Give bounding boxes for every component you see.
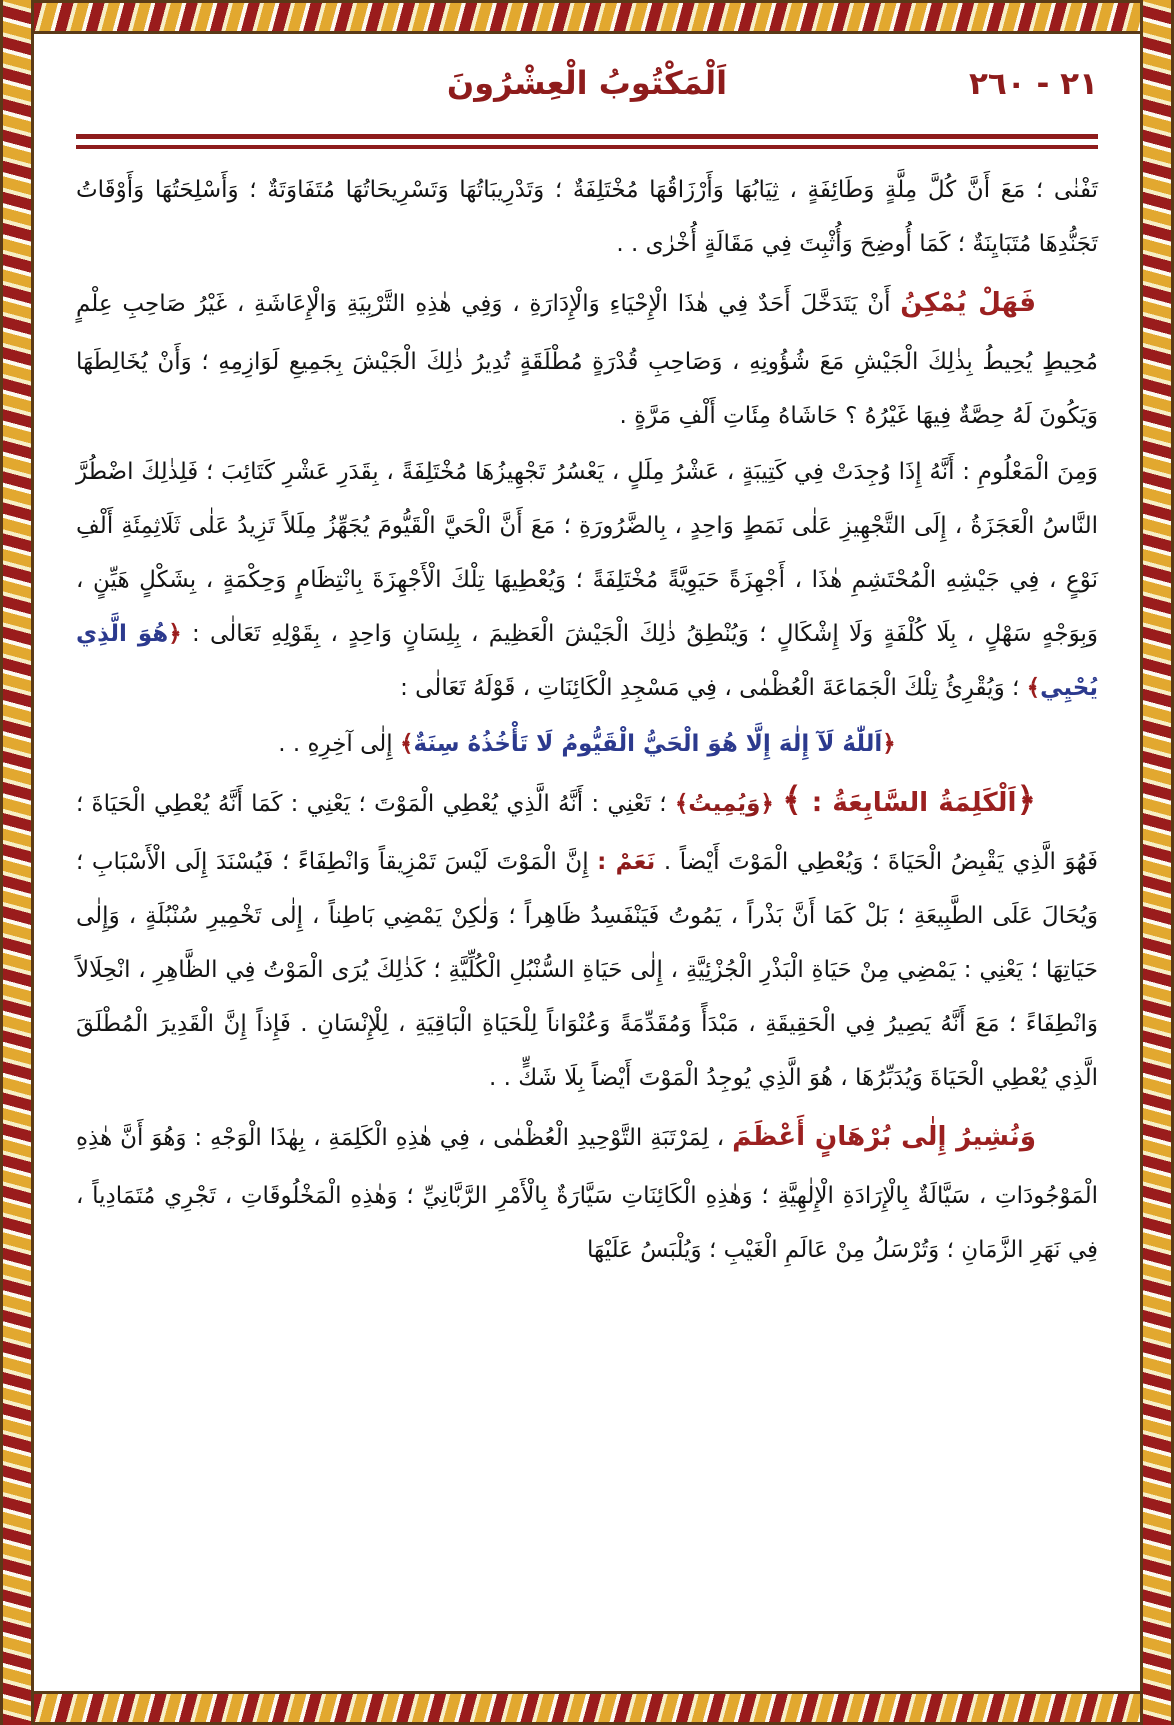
quran-bracket-ornament: ﴿ <box>760 791 774 818</box>
text-run: وَنُشِيرُ إِلٰى بُرْهَانٍ أَعْظَمَ <box>732 1121 1036 1152</box>
paragraph <box>76 717 1098 771</box>
text-run: أَنْ يَتَدَخَّلَ أَحَدٌ فِي هٰذَا الْإِحْيَاءِ وَالْإِدَارَةِ ، وَفِي هٰذِهِ التَّرْبِيَةِ وَالْإِعَاشَةِ ، غَيْرُ صَاحِبِ عِلْمٍ مُحِيطٍ يُحِيطُ بِذٰلِكَ الْجَيْشِ مَعَ شُؤُونِهِ ، وَصَاحِبِ قُدْرَةٍ مُطْلَقَةٍ تُدِيرُ ذٰلِكَ الْجَيْشَ بِجَمِيعِ لَوَازِمِهِ ؛ وَأَنْ يُخَالِطَهَا وَيَكُونَ لَهُ حِصَّةٌ فِيهَا غَيْرُهُ ؟ حَاشَاهُ مِئَاتِ أَلْفِ مَرَّةٍ . <box>76 291 1098 429</box>
paragraph <box>76 773 1098 1105</box>
border-ornament-top <box>0 0 1174 34</box>
text-run: نَعَمْ : <box>597 848 656 875</box>
page-header <box>76 60 1098 124</box>
page-number: ٢٦٠ - ٢١ <box>968 66 1098 102</box>
text-run: اَللّٰهُ لَآ إِلٰهَ إِلَّا هُوَ الْحَيُّ الْقَيُّومُ لَا تَأْخُذُهُ سِنَةٌ <box>413 731 883 758</box>
quran-bracket-ornament: ﴾ <box>674 791 689 818</box>
paragraph <box>76 163 1098 271</box>
text-run: ؛ تَعْنِي : أَنَّهُ الَّذِي يُعْطِي الْمَوْتَ ؛ يَعْنِي : كَمَا أَنَّهُ يُعْطِي الْحَيَاةَ ؛ فَهُوَ الَّذِي يَقْبِضُ الْحَيَاةَ ؛ وَيُعْطِي الْمَوْتَ أَيْضاً . <box>76 791 1098 875</box>
text-run: إِنَّ الْمَوْتَ لَيْسَ تَمْزِيقاً وَانْطِفَاءً ؛ فَيُسْنَدَ إِلَى الْأَسْبَابِ ؛ وَيُحَالَ عَلَى الطَّبِيعَةِ ؛ بَلْ كَمَا أَنَّ بَذْراً ، يَمُوتُ فَيَنْفَسِدُ ظَاهِراً ؛ وَلٰكِنْ يَمْضِي بَاطِناً ، إِلٰى تَخْمِيرِ سُنْبُلَةٍ ، وَإِلٰى حَيَاتِهَا ؛ يَعْنِي : يَمْضِي مِنْ حَيَاةِ الْبَذْرِ الْجُزْئِيَّةِ ، إِلٰى حَيَاةِ السُّنْبُلِ الْكُلِّيَّةِ ؛ كَذٰلِكَ يُرَى الْمَوْتُ فِي الظَّاهِرِ ، انْحِلَالاً وَانْطِفَاءً ؛ مَعَ أَنَّهُ يَصِيرُ فِي الْحَقِيقَةِ ، مَبْدَأً وَمُقَدِّمَةً وَعُنْوَاناً لِلْحَيَاةِ الْبَاقِيَةِ ، لِلْإِنْسَانِ . فَإِذاً إِنَّ الْقَدِيرَ الْمُطْلَقَ الَّذِي يُعْطِي الْحَيَاةَ وَيُدَبِّرُهَا ، هُوَ الَّذِي يُوجِدُ الْمَوْتَ أَيْضاً بِلَا شَكٍّ . . <box>76 848 1098 1091</box>
text-run: تَفْنٰى ؛ مَعَ أَنَّ كُلَّ مِلَّةٍ وَطَائِفَةٍ ، ثِيَابُهَا وَأَرْزَاقُهَا مُخْتَلِفَةٌ ؛ وَتَدْرِيبَاتُهَا وَتَسْرِيحَاتُهَا مُتَفَاوَتَةٌ ؛ وَأَسْلِحَتُهَا وَأَوْقَاتُ تَجَنُّدِهَا مُتَبَايِنَةٌ ؛ كَمَا أُوضِحَ وَأُثْبِتَ فِي مَقَالَةٍ أُخْرٰى . . <box>76 177 1098 258</box>
border-ornament-bottom <box>0 1691 1174 1725</box>
text-run <box>774 791 782 817</box>
page-content <box>34 34 1140 1691</box>
paragraph <box>76 1107 1098 1277</box>
quran-bracket-ornament: ﴾ <box>400 731 414 758</box>
paragraph <box>76 445 1098 715</box>
quran-bracket-ornament: ﴿ <box>1016 780 1037 820</box>
quran-bracket-ornament: ﴿ <box>882 731 896 758</box>
quran-bracket-ornament: ﴾ <box>782 780 802 820</box>
body-paragraphs <box>76 163 1098 1277</box>
paragraph <box>76 273 1098 443</box>
quran-bracket-ornament: ﴿ <box>168 620 182 647</box>
text-run: وَيُمِيتُ <box>688 791 761 818</box>
page-title: اَلْمَكْتُوبُ الْعِشْرُونَ <box>446 64 728 102</box>
text-run: وَمِنَ الْمَعْلُومِ : أَنَّهُ إِذَا وُجِدَتْ فِي كَتِيبَةٍ ، عَشْرُ مِلَلٍ ، يَعْسُرُ تَجْهِيزُهَا مُخْتَلِفَةً ، بِقَدَرِ عَشْرِ كَتَائِبَ ؛ فَلِذٰلِكَ اضْطُرَّ النَّاسُ الْعَجَزَةُ ، إِلَى التَّجْهِيزِ عَلٰى نَمَطٍ وَاحِدٍ ، بِالضَّرُورَةِ ؛ مَعَ أَنَّ الْحَيَّ الْقَيُّومَ يُجَهِّزُ مِلَلاً تَزِيدُ عَلٰى ثَلَاثِمِئَةِ أَلْفِ نَوْعٍ ، فِي جَيْشِهِ الْمُحْتَشِمِ هٰذَا ، أَجْهِزَةً حَيَوِيَّةً مُخْتَلِفَةً ؛ وَيُعْطِيهَا تِلْكَ الْأَجْهِزَةَ بِانْتِظَامٍ وَحِكْمَةٍ ، بِشَكْلٍ هَيِّنٍ ، وَبِوَجْهٍ سَهْلٍ ، بِلَا كُلْفَةٍ وَلَا إِشْكَالٍ ؛ وَيُنْطِقُ ذٰلِكَ الْجَيْشَ الْعَظِيمَ ، بِلِسَانٍ وَاحِدٍ ، بِقَوْلِهِ تَعَالٰى : <box>76 458 1098 647</box>
border-ornament-left <box>0 0 34 1725</box>
text-run: ؛ وَيُقْرِئُ تِلْكَ الْجَمَاعَةَ الْعُظْمٰى ، فِي مَسْجِدِ الْكَائِنَاتِ ، قَوْلَهُ تَعَالٰى : <box>400 674 1027 701</box>
header-divider <box>76 134 1098 149</box>
text-run: إِلٰى آخِرِهِ . . <box>278 731 401 758</box>
quran-bracket-ornament: ﴾ <box>1026 674 1041 701</box>
text-run: فَهَلْ يُمْكِنُ <box>900 288 1036 319</box>
text-run: هُوَ الَّذِي يُحْيِي <box>76 620 1098 701</box>
text-run: ، لِمَرْتَبَةِ التَّوْحِيدِ الْعُظْمٰى ، فِي هٰذِهِ الْكَلِمَةِ ، بِهٰذَا الْوَجْهِ : وَهُوَ أَنَّ هٰذِهِ الْمَوْجُودَاتِ ، سَيَّالَةٌ بِالْإِرَادَةِ الْإِلٰهِيَّةِ ؛ وَهٰذِهِ الْكَائِنَاتِ سَيَّارَةٌ بِالْأَمْرِ الرَّبَّانِيِّ ؛ وَهٰذِهِ الْمَخْلُوقَاتِ ، تَجْرِي مُتَمَادِياً ، فِي نَهَرِ الزَّمَانِ ؛ وَتُرْسَلُ مِنْ عَالَمِ الْغَيْبِ ؛ وَيُلْبَسُ عَلَيْهَا <box>76 1124 1098 1263</box>
text-run: اَلْكَلِمَةُ السَّابِعَةُ : <box>801 788 1017 819</box>
border-ornament-right <box>1140 0 1174 1725</box>
